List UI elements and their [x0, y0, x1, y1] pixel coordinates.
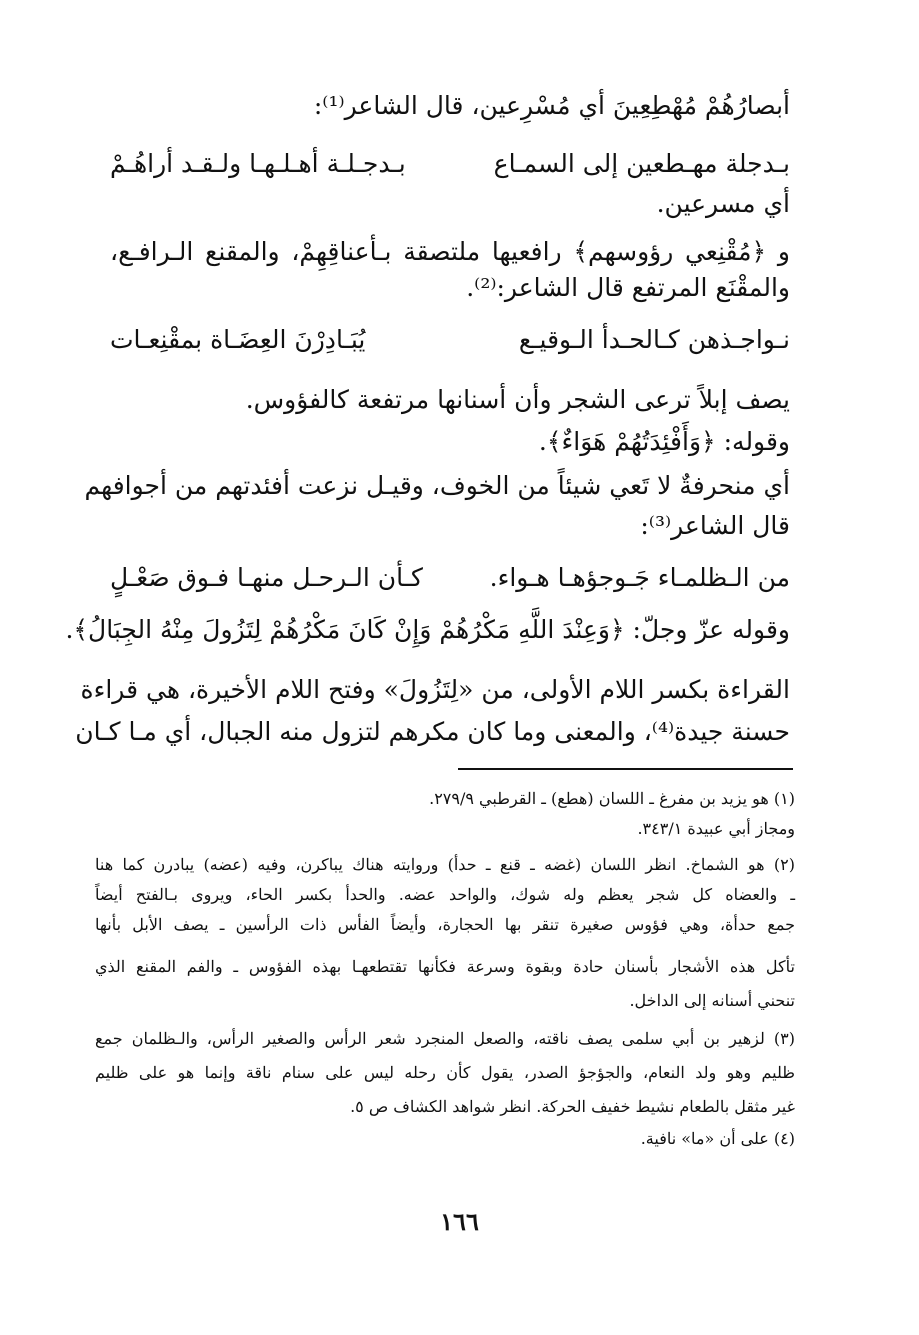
footnote-1-line-2: ومجاز أبي عبيدة ٣٤٣/١.	[637, 819, 795, 838]
footnote-1-line-1: (١) هو يزيد بن مفرغ ـ اللسان (هطع) ـ القرطبي ٢٧٩/٩.	[429, 789, 795, 808]
body-line-1: أبصارُهُمْ مُهْطِعِينَ أي مُسْرِعين، قال الشاعر⁽¹⁾:	[313, 91, 790, 120]
footnote-2-line-2: ـ والعضاه كل شجر يعظم وله شوك، والواحد عضه. والحدأ بكسر الحاء، ويروى بـالفتح أيضاً	[95, 885, 795, 904]
body-line-11: حسنة جيدة⁽⁴⁾، والمعنى وما كان مكرهم لتزول منه الجبال، أي مـا كـان	[75, 717, 790, 746]
verse-2-first-hemistich: يُبَـادِرْنَ العِضَـاة بمقْنِعـات	[110, 325, 366, 354]
body-line-9: وقوله عزّ وجلّ: ﴿وَعِنْدَ اللَّهِ مَكْرُهُمْ وَإِنْ كَانَ مَكْرُهُمْ لِتَزُولَ مِنْهُ الجِبَالُ﴾.	[65, 615, 790, 644]
footnote-4: (٤) على أن «ما» نافية.	[640, 1129, 795, 1148]
verse-1-second-hemistich: بـدجلة مهـطعين إلى السمـاع	[493, 149, 790, 178]
footnote-2-line-3: جمع حدأة، وهي فؤوس صغيرة تنقر بها الحجارة، وأيضاً الفأس ذات الرأسين ـ يصف الأبل بأنها	[95, 915, 795, 934]
footnote-2-line-4: تأكل هذه الأشجار بأسنان حادة وبقوة وسرعة فكأنها تقتطعهـا بهذه الفؤوس ـ والفم المقنع الذي	[95, 957, 795, 976]
verse-3-first-hemistich: كـأن الـرحـل منهـا فـوق صَعْـلٍ	[110, 563, 423, 592]
body-line-3: و ﴿مُقْنِعي رؤوسهم﴾ رافعيها ملتصقة بـأعناقِهِمْ، والمقنع الـرافـع،	[110, 237, 790, 266]
verse-1	[110, 146, 790, 182]
body-line-8: قال الشاعر⁽³⁾:	[640, 511, 790, 540]
verse-2	[110, 322, 790, 358]
footnote-separator	[458, 768, 793, 770]
page-number: ١٦٦	[440, 1207, 479, 1236]
footnote-3-line-3: غير مثقل بالطعام نشيط خفيف الحركة. انظر شواهد الكشاف ص ٥.	[350, 1097, 795, 1116]
body-line-4: والمقْنَع المرتفع قال الشاعر:⁽²⁾.	[466, 273, 790, 302]
footnote-2-line-5: تنحني أسنانه إلى الداخل.	[629, 991, 795, 1010]
body-line-7: أي منحرفةٌ لا تَعي شيئاً من الخوف، وقيـل نزعت أفئدتهم من أجوافهم	[84, 471, 790, 500]
footnote-3-line-2: ظليم وهو ولد النعام، والجؤجؤ الصدر، يقول كأن رحله ليس على سنام ناقة وإنما هو على ظليم	[95, 1063, 795, 1082]
footnote-2-line-1: (٢) هو الشماخ. انظر اللسان (غضه ـ قنع ـ حدأ) وروايته هناك يباكرن، وفيه (عضه) يبادرن كما هنا	[95, 855, 795, 874]
verse-3-second-hemistich: من الـظلمـاء جَـوجؤهـا هـواء.	[489, 563, 790, 592]
body-line-5: يصف إبلاً ترعى الشجر وأن أسنانها مرتفعة كالفؤوس.	[245, 385, 790, 414]
verse-1-first-hemistich: بـدجـلـة أهـلـهـا ولـقـد أراهُـمْ	[110, 149, 406, 178]
body-line-2: أي مسرعين.	[656, 189, 790, 218]
verse-3	[110, 560, 790, 596]
footnote-3-line-1: (٣) لزهير بن أبي سلمى يصف ناقته، والصعل المنجرد شعر الرأس والصغير الرأس، والـظلمان جمع	[95, 1029, 795, 1048]
verse-2-second-hemistich: نـواجـذهن كـالحـدأ الـوقيـع	[518, 325, 790, 354]
body-line-10: القراءة بكسر اللام الأولى، من «لِتَزُولَ» وفتح اللام الأخيرة، هي قراءة	[80, 675, 790, 704]
body-line-6: وقوله: ﴿وَأَفْئِدَتُهُمْ هَوَاءٌ﴾.	[538, 427, 790, 456]
